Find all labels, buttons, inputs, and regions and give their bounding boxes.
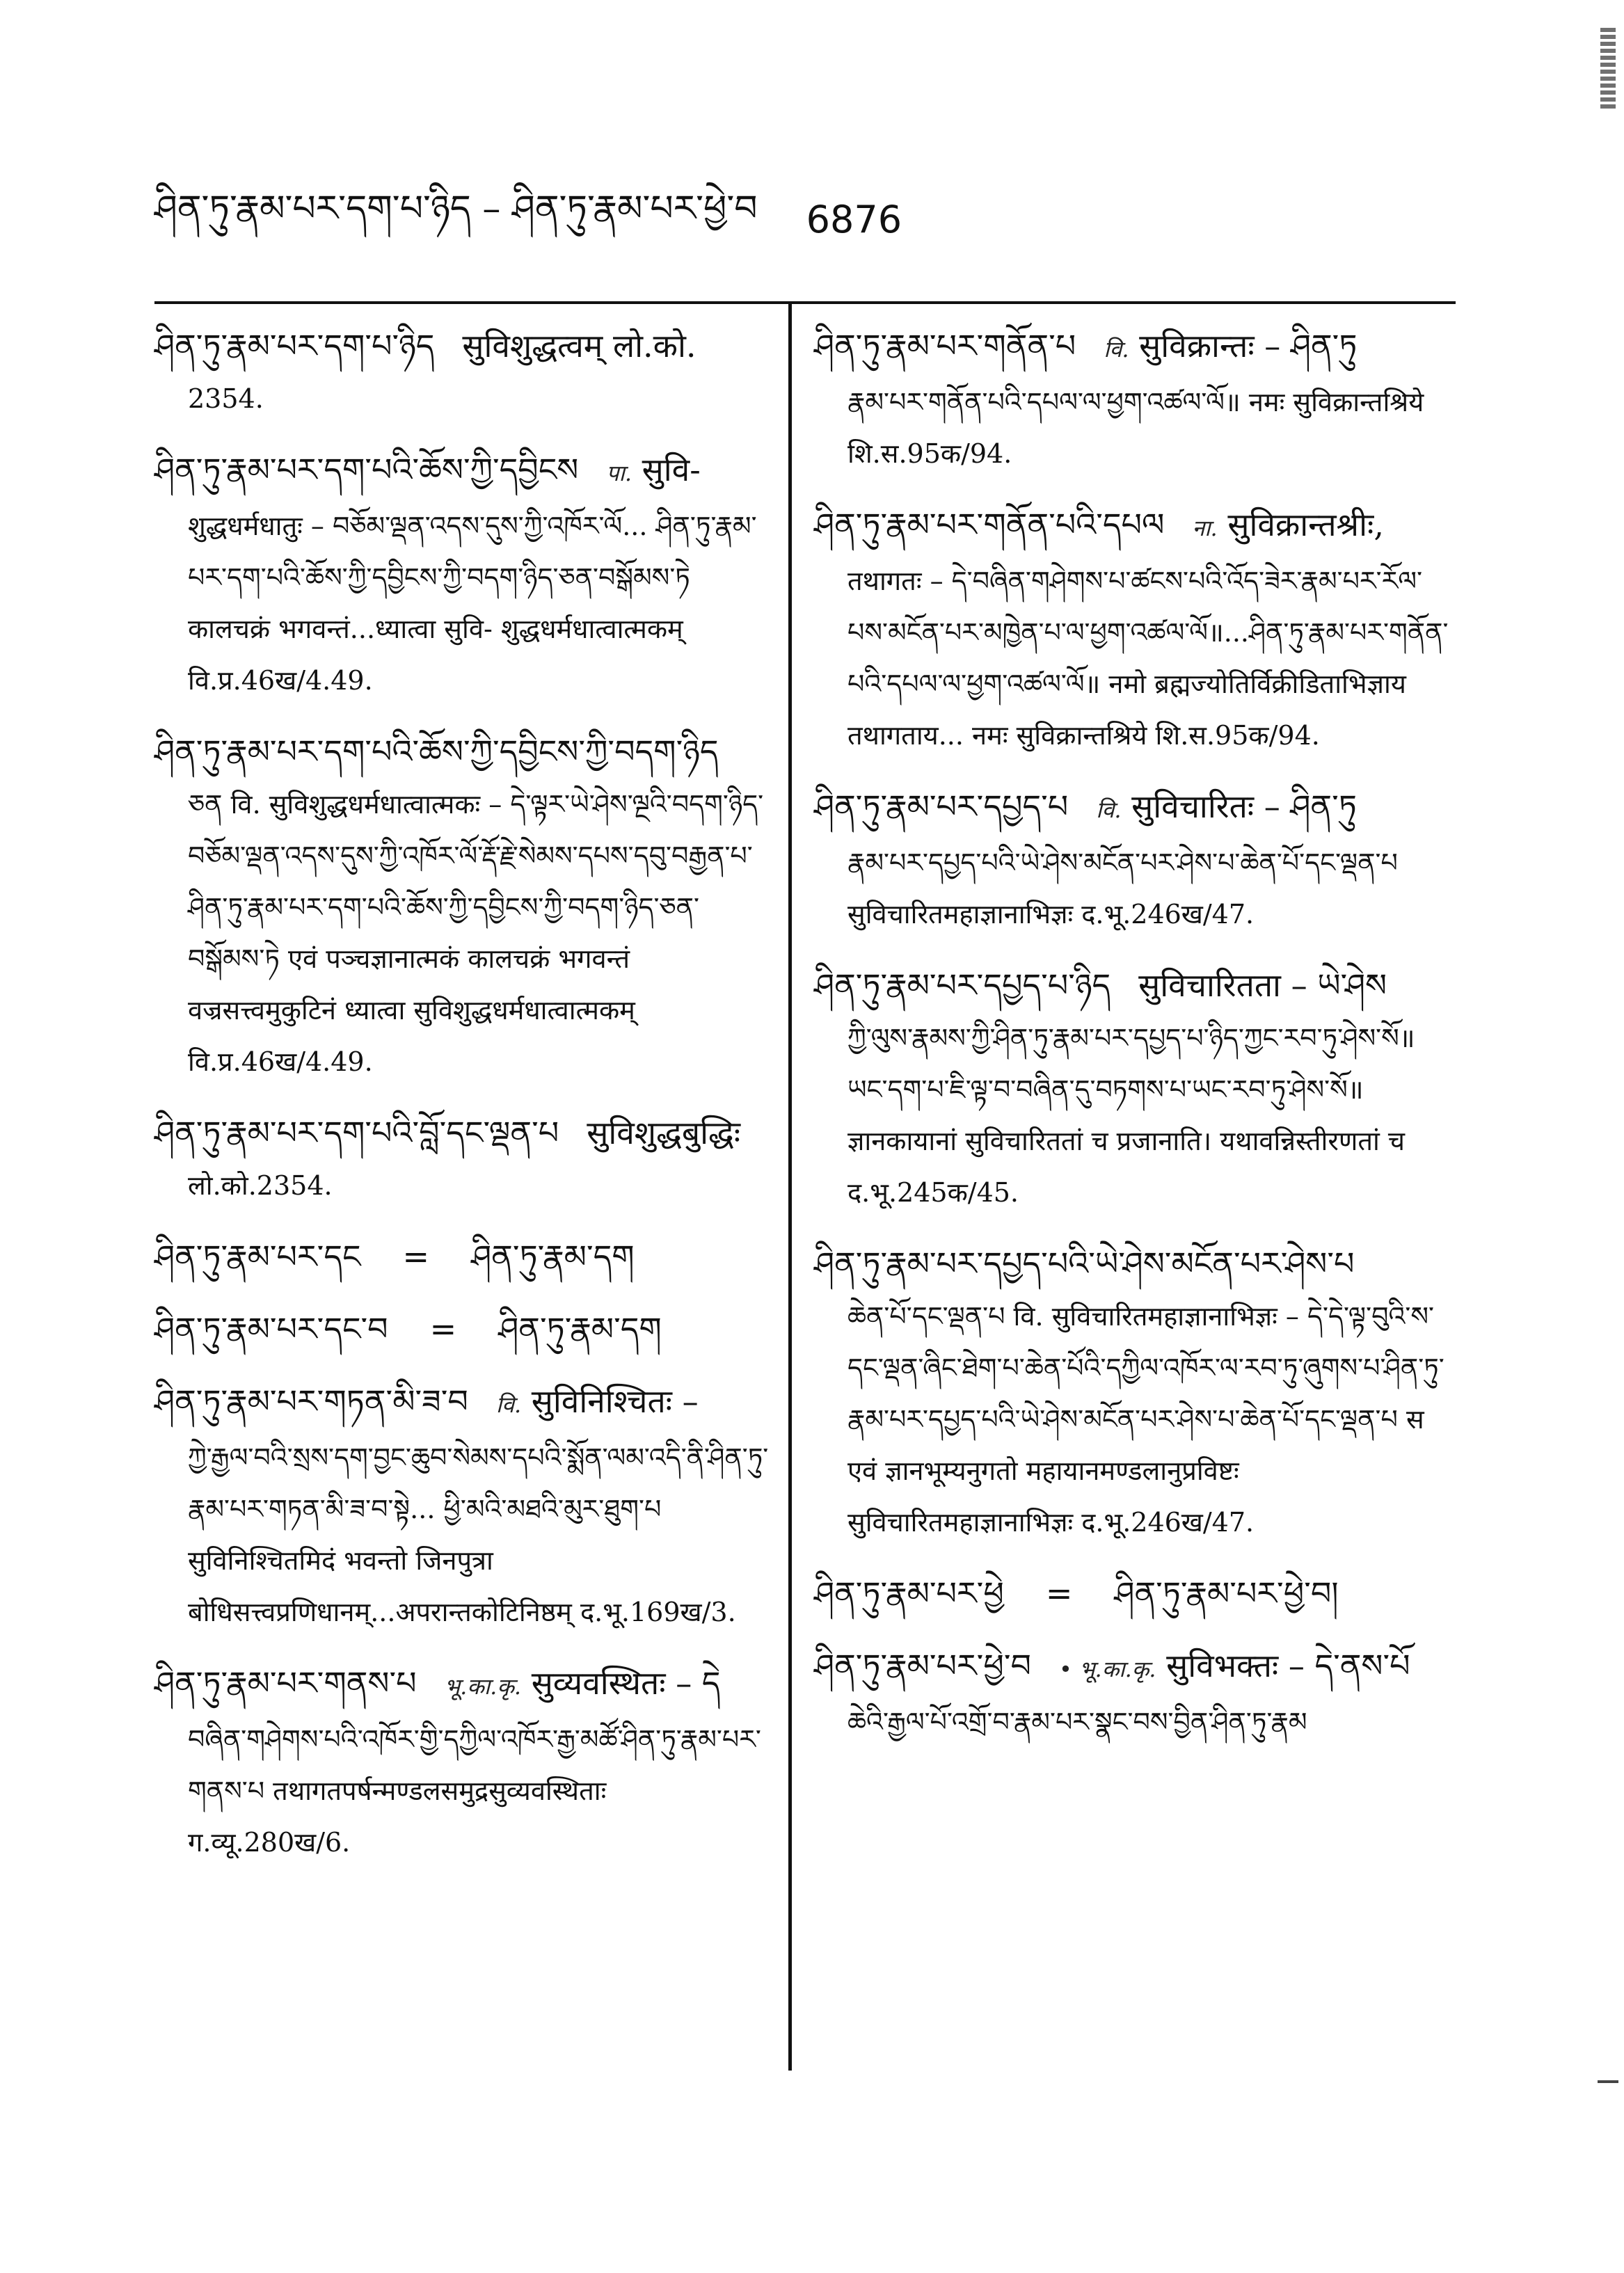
running-title: ཤིན་ཏུ་རྣམ་པར་དག་པ་ཉིད – ཤིན་ཏུ་རྣམ་པར་ཕྱེ་བ bbox=[154, 188, 758, 230]
sanskrit-gloss: सुव्यवस्थितः – དེ bbox=[531, 1664, 721, 1702]
page-number: 6876 bbox=[806, 197, 902, 241]
entry-body: ཆེན་པོ་དང་ལྡན་པ वि. सुविचारितमहाज्ञानाभिज्ञः – དེ་དེ་ལྟ་བུའི་ས་དང་ལྡན་ཞིང་ཐེག་པ་ཆེན་པོའི་དཀྱིལ་འཁོར་ལ་རབ་ཏུ་ཞུགས་པ་ཤིན་ཏུ་རྣམ་པར་དཔྱད་པའི་ཡེ་ཤེས་མངོན་པར་ཤེས་པ་ཆེན་པོ་དང་ལྡན་པ स एवं ज्ञानभूम्यनुगतो महायानमण्डलानुप्रविष्टः सुविचारितमहाज्ञानाभिज्ञः द.भू.246ख/47. bbox=[847, 1301, 1444, 1538]
left-column bbox=[154, 319, 774, 1886]
entry-body: ཀྱི་ལུས་རྣམས་ཀྱི་ཤིན་ཏུ་རྣམ་པར་དཔྱད་པ་ཉིད་ཀྱང་རབ་ཏུ་ཤེས་སོ॥ ཡང་དག་པ་ཇི་ལྟ་བ་བཞིན་དུ་བཏགས་པ་ཡང་རབ་ཏུ་ཤེས་སོ॥ ज्ञानकायानां सुविचारिततां च प्रजानाति। यथावन्निस्तीरणतां च द.भू.245क/45. bbox=[847, 1023, 1415, 1208]
grammar-tag: • भू.का.कृ. bbox=[1058, 1656, 1156, 1682]
cross-reference-entry bbox=[154, 1229, 774, 1284]
grammar-tag: ना. bbox=[1192, 515, 1218, 541]
headword: ཤིན་ཏུ་རྣམ་པར་དག་པའི་ཆོས་ཀྱི་དབྱིངས bbox=[154, 451, 579, 488]
sanskrit-gloss: सुविचारितता – ཡེ་ཤེས bbox=[1138, 966, 1387, 1004]
entry-body: རྣམ་པར་གནོན་པའི་དཔལ་ལ་ཕྱག་འཚལ་ལོ॥ नमः सुविक्रान्तश्रिये शि.स.95क/94. bbox=[847, 387, 1424, 469]
dictionary-entry bbox=[154, 1106, 774, 1211]
dictionary-entry bbox=[814, 497, 1454, 761]
headword: ཤིན་ཏུ་རྣམ་པར་དཔྱད་པ bbox=[814, 788, 1069, 825]
sanskrit-gloss: सुविक्रान्तः – ཤིན་ཏུ bbox=[1139, 327, 1358, 365]
header-rule bbox=[154, 301, 1456, 304]
page-header bbox=[154, 188, 1198, 250]
headword: ཤིན་ཏུ་རྣམ་པར་དཔྱད་པ་ཉིད bbox=[814, 966, 1111, 1004]
headword: ཤིན་ཏུ་རྣམ་པར་ཕྱེ bbox=[814, 1574, 1004, 1612]
headword: ཤིན་ཏུ་རྣམ་པར་དང bbox=[154, 1238, 361, 1275]
cross-reference-target: ཤིན་ཏུ་རྣམ་པར་ཕྱེ་བ། bbox=[1114, 1574, 1339, 1612]
entry-body: བཞིན་གཤེགས་པའི་འཁོར་གྱི་དཀྱིལ་འཁོར་རྒྱ་མཚོ་ཤིན་ཏུ་རྣམ་པར་གནས་པ तथागतपर्षन्मण्डलसमुद्रसुव्यवस्थिताः ग.व्यू.280ख/6. bbox=[188, 1724, 761, 1858]
dictionary-entry bbox=[814, 1638, 1454, 1748]
headword: ཤིན་ཏུ་རྣམ་པར་གནོན་པ bbox=[814, 327, 1076, 365]
entry-body: 2354. bbox=[188, 383, 264, 414]
equals-sign: = bbox=[1045, 1574, 1073, 1612]
grammar-tag: पा. bbox=[606, 460, 632, 486]
equals-sign: = bbox=[429, 1310, 457, 1348]
sanskrit-gloss: सुविक्रान्तश्रीः, bbox=[1227, 506, 1384, 543]
sanskrit-gloss: सुविशुद्धबुद्धिः bbox=[587, 1114, 741, 1151]
headword: ཤིན་ཏུ་རྣམ་པར་ཕྱེ་བ bbox=[814, 1647, 1031, 1684]
equals-sign: = bbox=[402, 1238, 430, 1275]
dictionary-entry bbox=[154, 319, 774, 424]
grammar-tag: भू.का.कृ. bbox=[444, 1673, 522, 1700]
cross-reference-entry bbox=[814, 1566, 1454, 1620]
headword: ཤིན་ཏུ་རྣམ་པར་གནོན་པའི་དཔལ bbox=[814, 506, 1165, 543]
sanskrit-gloss: सुविभक्तः – དེ་ནས་པོ bbox=[1166, 1647, 1410, 1684]
sanskrit-gloss: सुविनिश्चितः – bbox=[531, 1382, 699, 1420]
entry-body: ཆེའི་རྒྱལ་པོ་འགྲོ་བ་རྣམ་པར་སྣང་བས་བྱིན་ཤིན་ཏུ་རྣམ bbox=[847, 1707, 1307, 1737]
headword: ཤིན་ཏུ་རྣམ་པར་དང་བ bbox=[154, 1310, 388, 1348]
column-divider bbox=[788, 303, 792, 2071]
headword: ཤིན་ཏུ་རྣམ་པར་དག་པའི་ཆོས་ཀྱི་དབྱིངས་ཀྱི་བདག་ཉིད bbox=[154, 733, 719, 770]
headword: ཤིན་ཏུ་རྣམ་པར་གཏན་མི་ཟ་བ bbox=[154, 1382, 468, 1420]
sanskrit-gloss: सुवि- bbox=[642, 451, 701, 488]
headword: ཤིན་ཏུ་རྣམ་པར་དཔྱད་པའི་ཡེ་ཤེས་མངོན་པར་ཤེས་པ bbox=[814, 1245, 1355, 1282]
cross-reference-entry bbox=[154, 1302, 774, 1356]
entry-body: लो.को.2354. bbox=[188, 1170, 333, 1201]
headword: ཤིན་ཏུ་རྣམ་པར་དག་པའི་བློ་དང་ལྡན་པ bbox=[154, 1114, 559, 1151]
entry-body: तथागतः – དེ་བཞིན་གཤེགས་པ་ཚངས་པའི་འོད་ཟེར་རྣམ་པར་རོལ་པས་མངོན་པར་མཁྱེན་པ་ལ་ཕྱག་འཚལ་ལོ॥...ཤིན་ཏུ་རྣམ་པར་གནོན་པའི་དཔལ་ལ་ཕྱག་འཚལ་ལོ॥ नमो ब्रह्मज्योतिर्विक्रीडिताभिज्ञाय तथागताय... नमः सुविक्रान्तश्रिये शि.स.95क/94. bbox=[847, 566, 1449, 751]
sanskrit-gloss: सुविचारितः – ཤིན་ཏུ bbox=[1131, 788, 1357, 825]
scan-edge-mark bbox=[1600, 28, 1616, 111]
entry-body: ཅན वि. सुविशुद्धधर्मधात्वात्मकः – དེ་ལྟར་ཡེ་ཤེས་ལྔའི་བདག་ཉིད་བཅོམ་ལྡན་འདས་དུས་ཀྱི་འཁོར་ལོ་རྡོ་རྗེ་སེམས་དཔས་དབུ་བརྒྱན་པ་ཤིན་ཏུ་རྣམ་པར་དག་པའི་ཆོས་ཀྱི་དབྱིངས་ཀྱི་བདག་ཉིད་ཅན་བསྒོམས་ཏེ एवं पञ्चज्ञानात्मकं कालचक्रं भगवन्तं वज्रसत्त्वमुकुटिनं ध्यात्वा सुविशुद्धधर्मधात्वात्मकम् वि.प्र.46ख/4.49. bbox=[188, 789, 764, 1077]
scan-edge-tick bbox=[1598, 2080, 1618, 2083]
dictionary-entry bbox=[814, 1236, 1454, 1548]
dictionary-entry bbox=[154, 442, 774, 706]
entry-body: ཀྱེ་རྒྱལ་བའི་སྲས་དག་བྱང་ཆུབ་སེམས་དཔའི་སྨོན་ལམ་འདི་ནི་ཤིན་ཏུ་རྣམ་པར་གཏན་མི་ཟ་བ་སྟེ... ཕྱི་མའི་མཐའི་མུར་ཐུག་པ सुविनिश्चितमिदं भवन्तो जिनपुत्रा बोधिसत्त्वप्रणिधानम्...अपरान्तकोटिनिष्ठम् द.भू.169ख/3. bbox=[188, 1442, 769, 1627]
dictionary-entry bbox=[154, 1656, 774, 1868]
grammar-tag: वि. bbox=[1104, 336, 1129, 362]
headword: ཤིན་ཏུ་རྣམ་པར་གནས་པ bbox=[154, 1664, 417, 1702]
sanskrit-gloss: सुविशुद्धत्वम् लो.को. bbox=[462, 327, 696, 365]
dictionary-entry bbox=[814, 779, 1454, 940]
grammar-tag: वि. bbox=[495, 1391, 522, 1418]
cross-reference-target: ཤིན་ཏུ་རྣམ་དག bbox=[498, 1310, 662, 1348]
dictionary-entry bbox=[154, 1374, 774, 1638]
dictionary-entry bbox=[814, 319, 1454, 479]
headword: ཤིན་ཏུ་རྣམ་པར་དག་པ་ཉིད bbox=[154, 327, 435, 365]
grammar-tag: वि. bbox=[1096, 797, 1122, 823]
right-column bbox=[814, 319, 1454, 1766]
dictionary-entry bbox=[154, 724, 774, 1087]
entry-body: शुद्धधर्मधातुः – བཅོམ་ལྡན་འདས་དུས་ཀྱི་འཁོར་ལོ... ཤིན་ཏུ་རྣམ་པར་དག་པའི་ཆོས་ཀྱི་དབྱིངས་ཀྱི་བདག་ཉིད་ཅན་བསྒོམས་ཏེ कालचक्रं भगवन्तं...ध्यात्वा सुवि- शुद्धधर्मधात्वात्मकम् वि.प्र.46ख/4.49. bbox=[188, 511, 757, 696]
entry-body: རྣམ་པར་དཔྱད་པའི་ཡེ་ཤེས་མངོན་པར་ཤེས་པ་ཆེན་པོ་དང་ལྡན་པ सुविचारितमहाज्ञानाभिज्ञः द.भू.246ख/47. bbox=[847, 847, 1398, 930]
dictionary-entry bbox=[814, 958, 1454, 1218]
cross-reference-target: ཤིན་ཏུ་རྣམ་དག bbox=[471, 1238, 635, 1275]
